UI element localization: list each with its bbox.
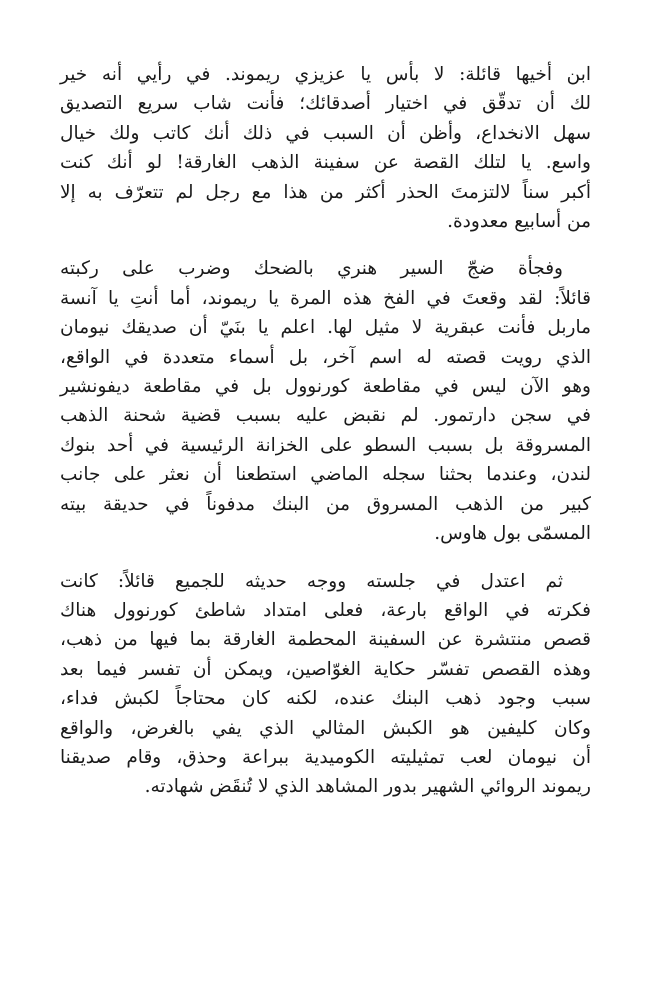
text-line: وهذه القصص تفسّر حكاية الغوّاصين، ويمكن أن تفسر فيما بعد bbox=[60, 658, 591, 680]
text-line: ريموند الروائي الشهير بدور المشاهد الذي لا تُنقَض شهادته. bbox=[144, 776, 591, 798]
text-line: لك أن تدقّق في اختيار أصدقائك؛ فأنت شاب سريع التصديق bbox=[60, 93, 591, 115]
text-line: أن نيومان لعب تمثيليته الكوميدية ببراعة وحذق، وقام صديقنا bbox=[60, 746, 591, 768]
text-line: في سجن دارتمور. لم نقبض عليه بسبب قضية شحنة الذهب bbox=[60, 405, 591, 427]
text-line: المسمّى بول هاوس. bbox=[434, 523, 591, 545]
text-line: ابن أخيها قائلة: لا بأس يا عزيزي ريموند. في رأيي أنه خير bbox=[60, 64, 591, 85]
text-line: ثم اعتدل في جلسته ووجه حديثه للجميع قائلاً: كانت bbox=[60, 570, 563, 592]
text-line: وهو الآن ليس في مقاطعة كورنوول بل في مقاطعة ديفونشير bbox=[60, 376, 591, 398]
text-line: فكرته في الواقع بارعة، فعلى امتداد شاطئ كورنوول هناك bbox=[60, 599, 591, 621]
paragraph-1 bbox=[60, 60, 591, 236]
text-line: من أسابيع معدودة. bbox=[447, 211, 591, 233]
text-line: قصص منتشرة عن السفينة المحطمة الغارقة بما فيها من ذهب، bbox=[60, 629, 591, 651]
text-line: كبير من الذهب المسروق من البنك مدفوناً في حديقة بيته bbox=[60, 493, 591, 515]
text-line: وفجأة ضجّ السير هنري بالضحك وضرب على ركبته bbox=[60, 258, 563, 280]
text-line: وكان كليفين هو الكبش المثالي الذي يفي بالغرض، والواقع bbox=[60, 717, 591, 739]
paragraph-2 bbox=[60, 254, 591, 548]
text-line: الذي رويت قصته له اسم آخر، بل أسماء متعددة في الواقع، bbox=[60, 346, 591, 368]
text-line: أكبر سناً لالتزمتَ الحذر أكثر من هذا مع رجل لم تتعرّف به إلا bbox=[60, 181, 591, 203]
text-line: المسروقة بل بسبب السطو على الخزانة الرئيسية في أحد بنوك bbox=[60, 434, 591, 456]
text-line: قائلاً: لقد وقعتَ في الفخ هذه المرة يا ريموند، أما أنتِ يا آنسة bbox=[60, 287, 591, 309]
paragraph-3 bbox=[60, 567, 591, 802]
text-line: سبب وجود ذهب البنك عنده، لكنه كان محتاجاً لكبش فداء، bbox=[60, 688, 591, 710]
text-line: واسع. يا لتلك القصة عن سفينة الذهب الغارقة! لو أنك كنت bbox=[60, 152, 591, 174]
text-line: سهل الانخداع، وأظن أن السبب في ذلك أنك كاتب ولك خيال bbox=[60, 122, 591, 144]
text-line: لندن، وعندما بحثنا سجله الماضي استطعنا أن نعثر على جانب bbox=[60, 464, 591, 486]
text-line: ماربل فأنت عبقرية لا مثيل لها. اعلم يا بنَيّ أن صديقك نيومان bbox=[60, 317, 591, 339]
book-page bbox=[60, 60, 591, 820]
